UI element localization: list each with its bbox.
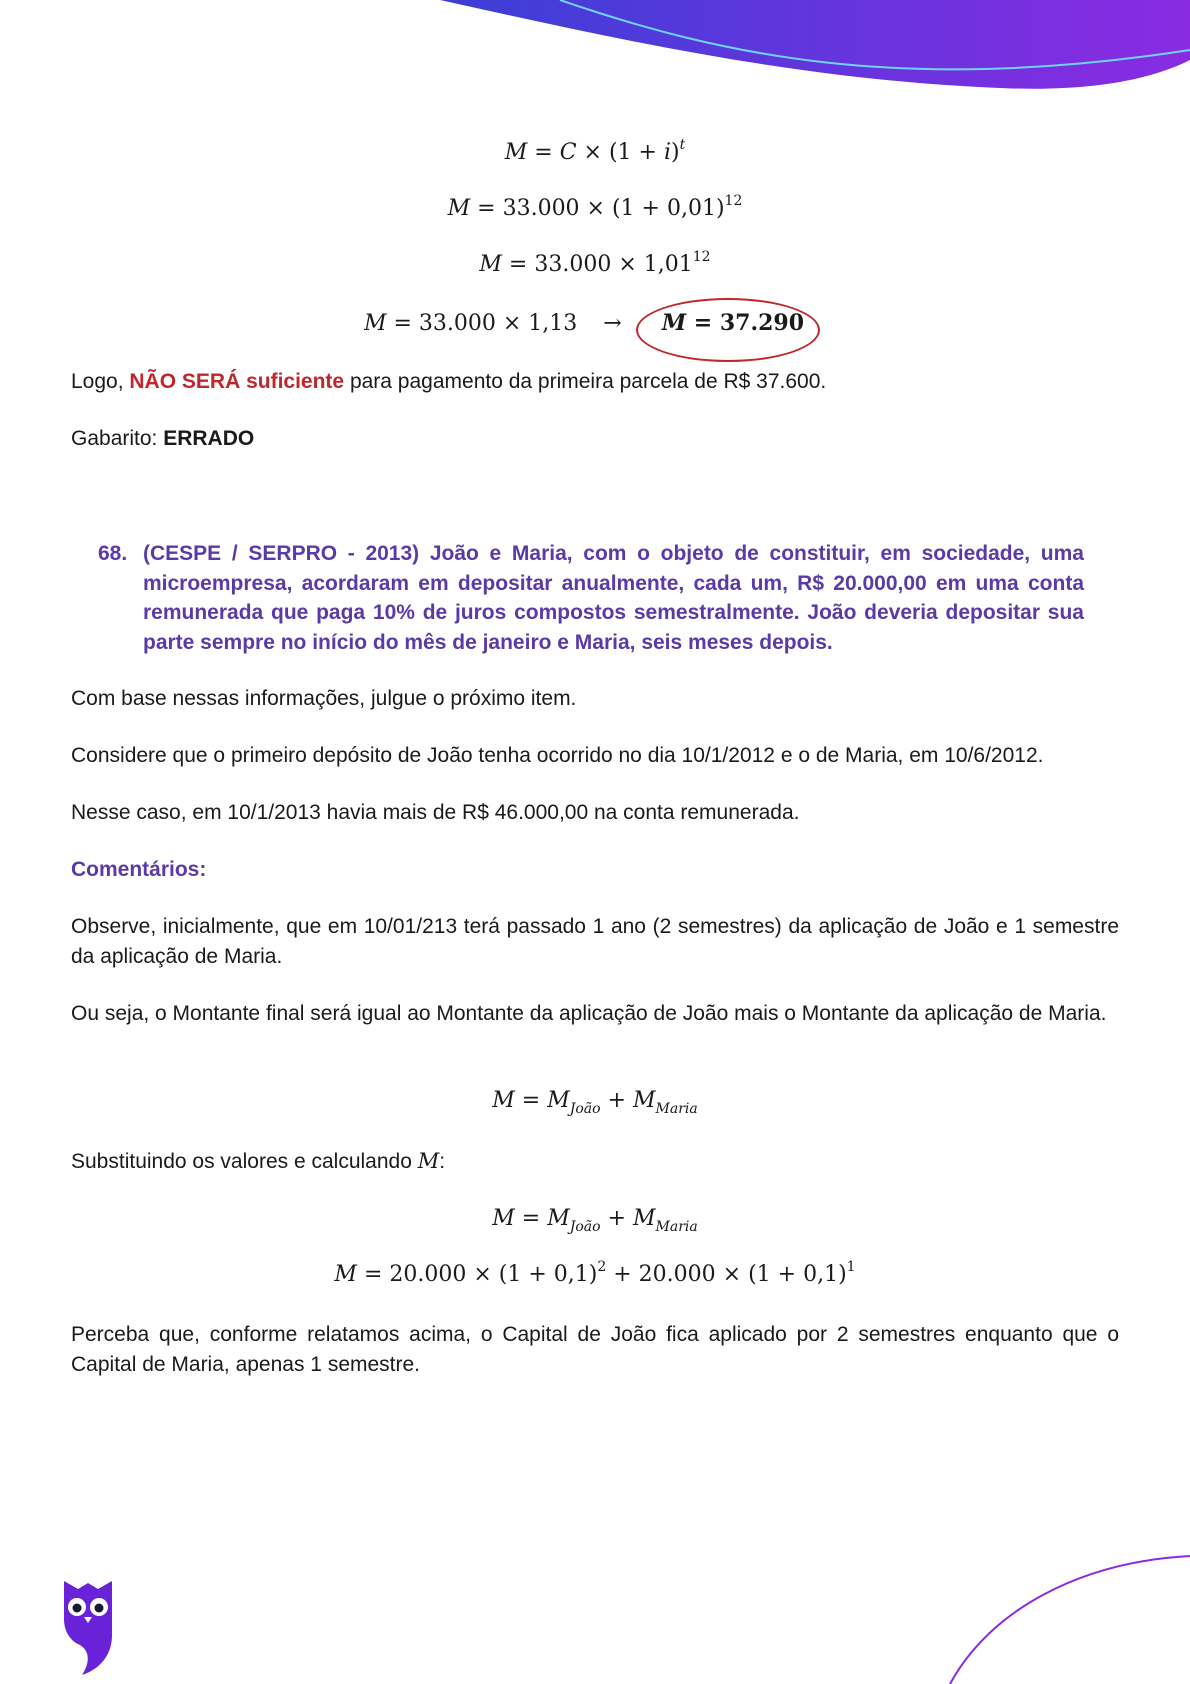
answer-key: Gabarito: ERRADO bbox=[71, 427, 255, 450]
explanation-2: Ou seja, o Montante final será igual ao Montante da aplicação de João mais o Montante da aplicação de Maria. bbox=[71, 1002, 1107, 1025]
header-decoration bbox=[0, 0, 1190, 110]
substitution-text: Substituindo os valores e calculando M: bbox=[71, 1149, 446, 1173]
formula-total-amount: $M = M_{João} + M_{Maria}$ bbox=[492, 1088, 698, 1117]
premise-text: Considere que o primeiro depósito de João tenha ocorrido no dia 10/1/2012 e o de Maria, em 10/6/2012. bbox=[71, 744, 1044, 767]
question-68 bbox=[98, 539, 1084, 657]
circled-result: M = 37.290 bbox=[640, 310, 826, 336]
formula-substituted: $M = 20.000 \times (1 + 0,1)^2 + 20.000 \times (1 + 0,1)^1$ bbox=[334, 1259, 856, 1287]
formula-compound-interest: $M = C \times (1 + i)^t$ bbox=[504, 137, 686, 165]
instruction-text: Com base nessas informações, julgue o próximo item. bbox=[71, 687, 577, 710]
question-number: 68. bbox=[98, 542, 128, 565]
footer-decoration bbox=[0, 1550, 1190, 1684]
comments-heading: Comentários: bbox=[71, 858, 207, 881]
explanation-3: Perceba que, conforme relatamos acima, o Capital de João fica aplicado por 2 semestres enquanto que o Capital de Maria, apenas 1 semestre. bbox=[71, 1323, 1119, 1376]
question-text: (CESPE / SERPRO - 2013) João e Maria, com o objeto de constituir, em sociedade, uma microempresa, acordaram em depositar anualmente, cada um, R$ 20.000,00 em uma conta remunerada que paga 10% de juros compostos semestralmente. João deveria depositar sua parte sempre no início do mês de janeiro e Maria, seis meses depois. bbox=[143, 542, 1084, 654]
formula-step-1: $M = 33.000 \times (1 + 0,01)^{12}$ bbox=[447, 193, 743, 221]
item-statement: Nesse caso, em 10/1/2013 havia mais de R$ 46.000,00 na conta remunerada. bbox=[71, 801, 800, 824]
formula-step-3: M = 33.000 × 1,13 → M = 37.290 bbox=[0, 310, 1190, 336]
owl-logo-icon bbox=[60, 1575, 116, 1675]
explanation-1: Observe, inicialmente, que em 10/01/213 terá passado 1 ano (2 semestres) da aplicação de João e 1 semestre da aplicação de Maria. bbox=[71, 915, 1119, 968]
conclusion-text: Logo, NÃO SERÁ suficiente para pagamento da primeira parcela de R$ 37.600. bbox=[71, 370, 827, 393]
formula-step-2: $M = 33.000 \times 1,01^{12}$ bbox=[479, 249, 711, 277]
formula-total-amount-2: $M = M_{João} + M_{Maria}$ bbox=[492, 1206, 698, 1235]
